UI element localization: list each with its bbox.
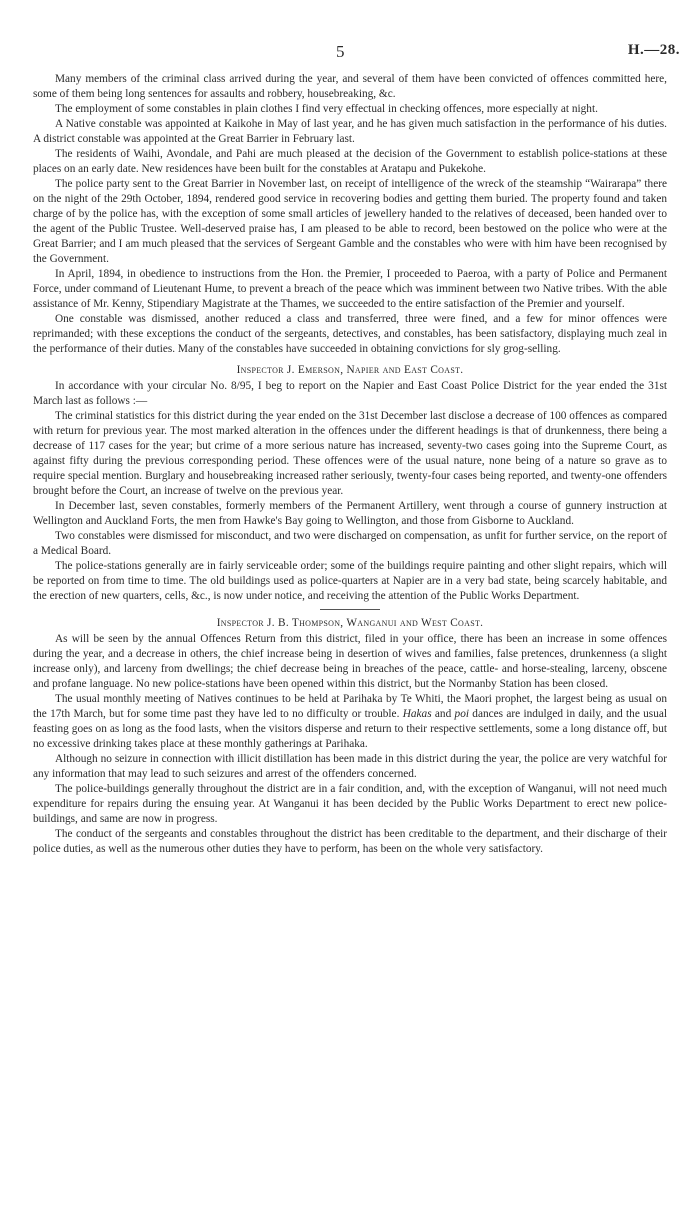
document-reference: H.—28. bbox=[627, 42, 680, 58]
section-heading-napier: Inspector J. Emerson, Napier and East Coast. bbox=[236, 364, 464, 376]
paragraph: In April, 1894, in obedience to instructions from the Hon. the Premier, I proceeded to Paeroa, with a party of Police and Permanent Force, under command of Lieutenant Hume, to prevent a breach of the peace which was imminent between two Native tribes. With the able assistance of Mr. Kenny, Stipendiary Magistrate at the Thames, we succeeded to the entire satisfaction of the Premier and yourself. bbox=[33, 268, 667, 310]
text-run: and bbox=[431, 708, 455, 720]
paragraph: The employment of some constables in plain clothes I find very effectual in checking offences, more especially at night. bbox=[55, 103, 598, 115]
paragraph: In accordance with your circular No. 8/95, I beg to report on the Napier and East Coast Police District for the year ended the 31st March last as follows :— bbox=[33, 380, 667, 407]
paragraph-parihaka bbox=[33, 692, 667, 752]
paragraph: The residents of Waihi, Avondale, and Pahi are much pleased at the decision of the Government to establish police-stations at these places on an early date. New residences have been built for the constables at Aratapu and Pukekohe. bbox=[33, 148, 667, 175]
paragraph: The conduct of the sergeants and constables throughout the district has been creditable to the department, and their discharge of their police duties, as well as the numerous other duties they have to perform, has been on the whole very satisfactory. bbox=[33, 828, 667, 855]
paragraph: Two constables were dismissed for misconduct, and two were discharged on compensation, as unfit for further service, on the report of a Medical Board. bbox=[33, 530, 667, 557]
paragraph: Although no seizure in connection with illicit distillation has been made in this district during the year, the police are very watchful for any information that may lead to such seizures and arrest of the offenders concerned. bbox=[33, 753, 667, 780]
page-number: 5 bbox=[336, 42, 345, 61]
report-body bbox=[33, 72, 667, 857]
paragraph: One constable was dismissed, another reduced a class and transferred, three were fined, and a few for minor offences were reprimanded; with these exceptions the conduct of the sergeants, detectives, and constables, has been satisfactory, displaying much zeal in the performance of their duties. Many of the constables have succeeded in obtaining convictions for sly grog-selling. bbox=[33, 313, 667, 355]
section-heading-wanganui: Inspector J. B. Thompson, Wanganui and West Coast. bbox=[216, 617, 484, 629]
italic-term: Hakas bbox=[402, 708, 432, 720]
paragraph: As will be seen by the annual Offences Return from this district, filed in your office, there has been an increase in some offences during the year, and a decrease in others, the chief increase being in desertion of wives and families, false pretences, drunkenness (a slight increase only), and larceny from dwellings; the chief decrease being in breaches of the peace, cattle- and horse-stealing, larceny, obscene and profane language. No new police-stations have been opened within this district, but the Normanby Station has been closed. bbox=[33, 633, 667, 690]
paragraph: The police-stations generally are in fairly serviceable order; some of the buildings require painting and other slight repairs, which will be reported on from time to time. The old buildings used as police-quarters at Napier are in a very bad state, being scarcely habitable, and the erection of new quarters, cells, &c., is now under notice, and receiving the attention of the Public Works Department. bbox=[33, 560, 667, 602]
paragraph: The police-buildings generally throughout the district are in a fair condition, and, with the exception of Wanganui, will not need much expenditure for repairs during the ensuing year. At Wanganui it has been decided by the Public Works Department to erect new police-buildings, and same are now in progress. bbox=[33, 783, 667, 825]
paragraph: The criminal statistics for this district during the year ended on the 31st December last disclose a decrease of 100 offences as compared with return for previous year. The most marked alteration in the offences under the different headings is that of drunkenness, there being a decrease of 117 cases for the year; but crime of a more serious nature has increased, seventy-two cases going into the Supreme Court, as against fifty during the previous corresponding period. These offences were of the usual nature, none being of a nature so grave as to require special mention. Burglary and housebreaking increased rather seriously, twenty-four cases being reported, and twenty-one offenders brought before the Court, an increase of twelve on the previous year. bbox=[33, 410, 667, 497]
text-run: dances are indulged in daily, and the usual feasting goes on as long as the food lasts, when the visitors disperse and return to their respective settlements, some a long distance off, but no excessive drinking takes place at these monthly gatherings at Parihaka. bbox=[33, 708, 667, 750]
paragraph: The police party sent to the Great Barrier in November last, on receipt of intelligence of the wreck of the steamship “Wairarapa” there on the night of the 29th October, 1894, rendered good service in recovering bodies and getting them buried. The property found and taken charge of by the police has, with the exception of some small articles of jewellery handed to the relatives of deceased, been handed over to the agent of the Public Trustee. Well-deserved praise has, I am pleased to be able to record, been bestowed on the police who were at the Great Barrier; and I am much pleased that the services of Sergeant Gamble and the constables who were with him have been recognised by the Government. bbox=[33, 178, 667, 265]
section-divider bbox=[320, 609, 380, 610]
page-header bbox=[0, 42, 700, 64]
paragraph: In December last, seven constables, formerly members of the Permanent Artillery, went through a course of gunnery instruction at Wellington and Auckland Forts, the men from Hawke's Bay going to Wellington, and those from Gisborne to Auckland. bbox=[33, 500, 667, 527]
italic-term: poi bbox=[454, 708, 469, 720]
paragraph: A Native constable was appointed at Kaikohe in May of last year, and he has given much satisfaction in the performance of his duties. A district constable was appointed at the Great Barrier in February last. bbox=[33, 118, 667, 145]
paragraph: Many members of the criminal class arrived during the year, and several of them have been convicted of offences committed here, some of them being long sentences for assaults and robbery, housebreaking, &c. bbox=[33, 73, 667, 100]
text-run: The usual monthly meeting of Natives continues to be held at Parihaka by Te Whiti, the Maori prophet, the largest being as usual on the 17th March, but for some time past they have led to no difficulty or trouble. bbox=[33, 693, 667, 720]
